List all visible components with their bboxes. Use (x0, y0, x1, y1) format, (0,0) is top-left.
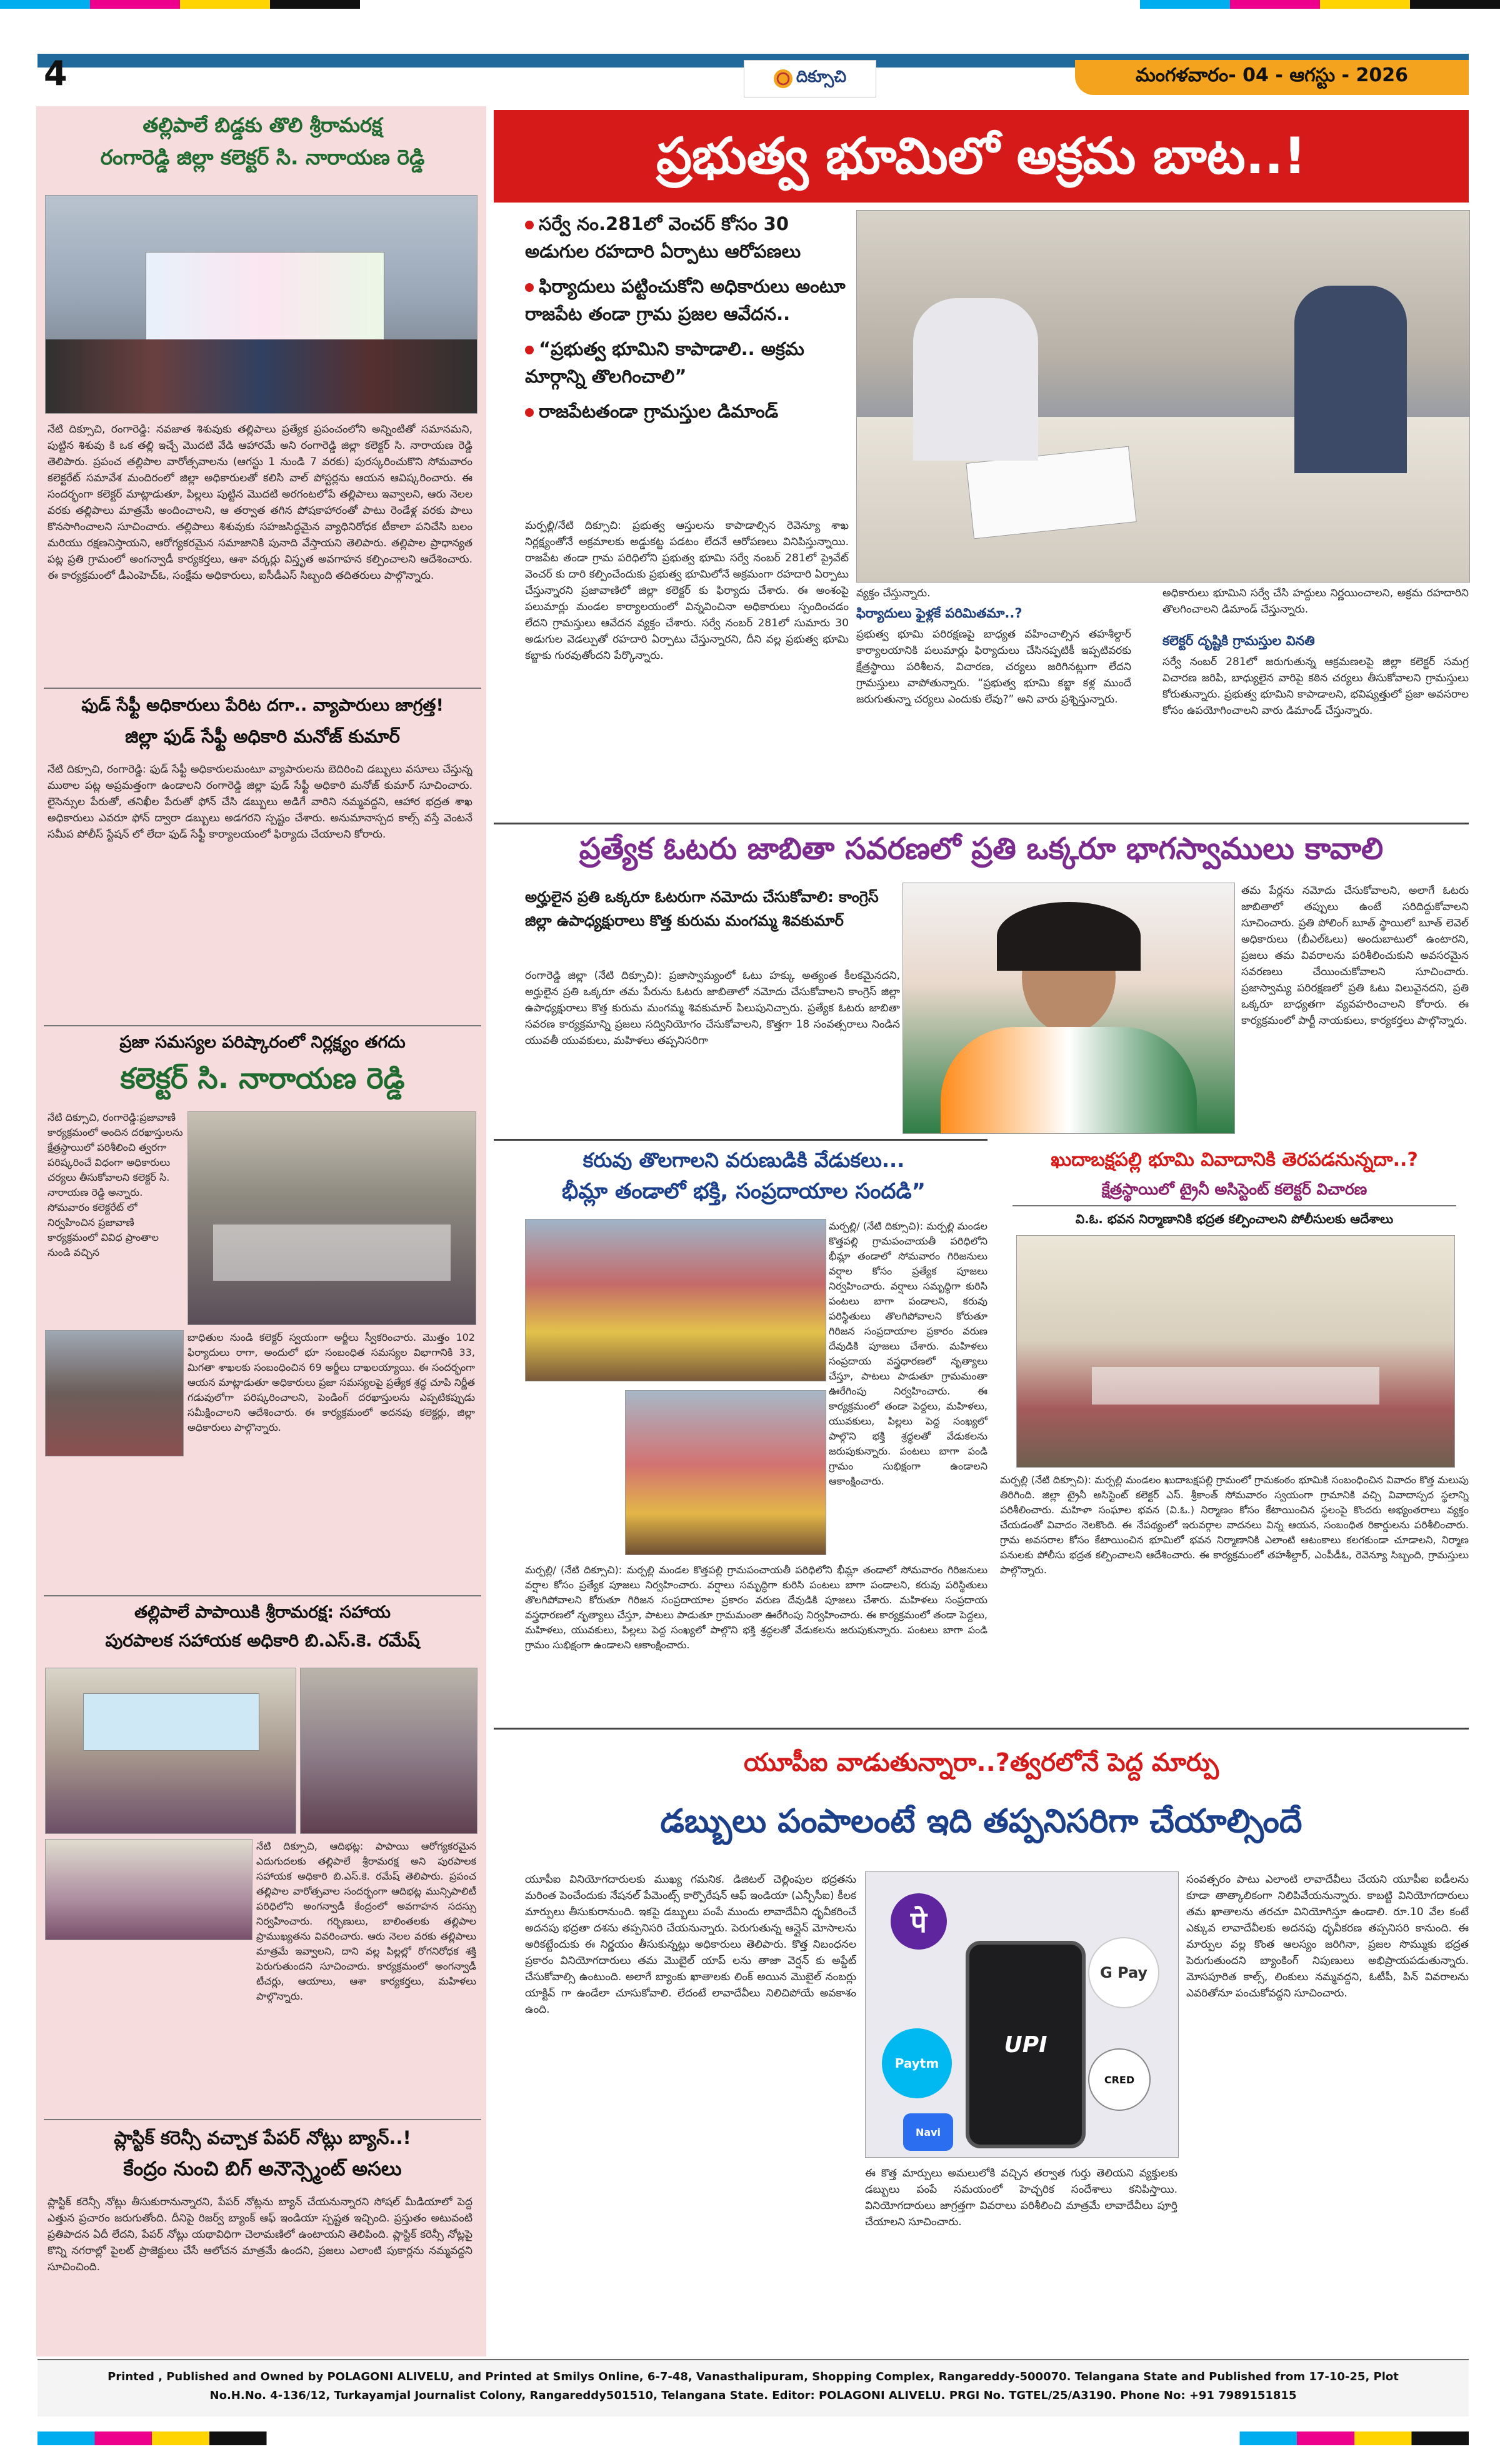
story1-headline: రంగారెడ్డి జిల్లా కలెక్టర్ సి. నారాయణ రెడ్డి (100, 145, 425, 169)
lead-bullet (525, 335, 850, 390)
lead-headline: ప్రభుత్వ భూమిలో అక్రమ బాట..! (656, 127, 1306, 185)
story3-body: బాధితుల నుండి కలెక్టర్ స్వయంగా అర్జీలు స్వీకరించారు. మొత్తం 102 ఫిర్యాదులు రాగా, అందులో భూ సంబంధిత సమస్యల విభాగానికి 33, మిగతా శాఖలకు సంబంధించిన 69 అర్జీలు దాఖలయ్యాయి. ఈ సందర్భంగా ఆయన మాట్లాడుతూ అధికారులు ప్రజా సమస్యలపై ప్రత్యేక శ్రద్ధ చూపి నిర్ణీత గడువులోగా పరిష్కరించాలని, పెండింగ్ దరఖాస్తులను ఎప్పటికప్పుడు సమీక్షించాలని ఆదేశించారు. ఈ కార్యక్రమంలో అదనపు కలెక్టర్లు, జిల్లా అధికారులు పాల్గొన్నారు. (188, 1331, 475, 1433)
collector-poster-photo (45, 195, 478, 414)
gpay-label: G Pay (1099, 1964, 1148, 1981)
voter-body-right: తమ పేర్లను నమోదు చేసుకోవాలని, అలాగే ఓటరు జాబితాలో తప్పులు ఉంటే సరిదిద్దుకోవాలని సూచించారు. ప్రతి పోలింగ్ బూత్ స్థాయిలో బూత్ లెవెల్ అధికారులు (బీఎల్ఓలు) అందుబాటులో ఉంటారని, ప్రజలు తమ వివరాలను పరిశీలించుకుని అవసరమైన సవరణలు చేయించుకోవాలని సూచించారు. ప్రజాస్వామ్య పరిరక్షణలో ప్రతి ఓటు విలువైనదని, ప్రతి ఒక్కరూ బాధ్యతగా వ్యవహరించాలని కోరారు. ఈ కార్యక్రమంలో పార్టీ నాయకులు, కార్యకర్తలు పాల్గొన్నారు. (1241, 884, 1469, 1027)
land-sub: క్షేత్రస్థాయిలో ట్రైనీ అసిస్టెంట్ కలెక్టర్ విచారణ (1101, 1180, 1368, 1198)
paytm-icon (882, 2028, 952, 2098)
lead-bullet-text: రాజపేటతండా గ్రామస్తుల డిమాండ్ (539, 401, 779, 422)
lead-sub1: ఫిర్యాదులు ఫైళ్లకే పరిమితమా..? (856, 606, 1022, 621)
divider (1012, 1205, 1456, 1206)
lead-body3: అధికారులు భూమిని సర్వే చేసి హద్దులు నిర్ణయించాలని, అక్రమ రహదారిని తొలగించాలని డిమాండ్ చేస్తున్నారు. (1162, 587, 1469, 616)
upi-body-left: యూపీఐ వినియోగదారులకు ముఖ్య గమనిక. డిజిటల్ చెల్లింపుల భద్రతను మరింత పెంచేందుకు నేషనల్ పేమెంట్స్ కార్పొరేషన్ ఆఫ్ ఇండియా (ఎన్పీసీఐ) కీలక మార్పులు తీసుకురానుంది. ఇకపై డబ్బులు పంపే ముందు లావాదేవీని ధృవీకరించే అదనపు భద్రతా దశను తప్పనిసరి చేయనున్నారు. పెరుగుతున్న ఆన్లైన్ మోసాలను అరికట్టేందుకు ఈ నిర్ణయం తీసుకున్నట్లు అధికారులు తెలిపారు. కొత్త నిబంధనల ప్రకారం వినియోగదారులు తమ మొబైల్ యాప్ లను తాజా వెర్షన్ కు అప్డేట్ చేసుకోవాల్సి ఉంటుంది. అలాగే బ్యాంకు ఖాతాలకు లింక్ అయిన మొబైల్ నంబర్లు యాక్టివ్ గా ఉండేలా చూసుకోవాలి. లేదంటే లావాదేవీలు నిలిచిపోయే అవకాశం ఉంది. (525, 1873, 856, 2016)
land-headline: ఖుదాబక్షపల్లి భూమి వివాదానికి తెరపడనున్నదా..? (1051, 1149, 1418, 1171)
section-rule (494, 1139, 988, 1141)
lead-bullet-text: ఫిర్యాదులు పట్టించుకోని అధికారులు అంటూ రాజపేట తండా గ్రామ ప్రజల ఆవేదన.. (525, 276, 846, 324)
lead-bullets (525, 210, 850, 433)
crowd-photo (45, 1330, 184, 1456)
festival-body: మర్పల్లి/ (నేటి దిక్సూచి): మర్పల్లి మండల కొత్తపల్లి గ్రామపంచాయతీ పరిధిలోని భీమ్లా తండాలో సోమవారం గిరిజనులు వర్షాల కోసం ప్రత్యేక పూజలు నిర్వహించారు. వర్షాలు సమృద్ధిగా కురిసి పంటలు బాగా పండాలని, కరువు పరిస్థితులు తొలగిపోవాలని కోరుతూ గిరిజన సంప్రదాయాల ప్రకారం వరుణ దేవుడికి పూజలు చేశారు. మహిళలు సంప్రదాయ వస్త్రధారణలో నృత్యాలు చేస్తూ, పాటలు పాడుతూ గ్రామమంతా ఊరేగింపు నిర్వహించారు. ఈ కార్యక్రమంలో తండా పెద్దలు, మహిళలు, యువకులు, పిల్లలు పెద్ద సంఖ్యలో పాల్గొని భక్తి శ్రద్ధలతో వేడుకలను జరుపుకున్నారు. పంటలు బాగా పండి గ్రామం సుభిక్షంగా ఉండాలని ఆకాంక్షించారు. (829, 1220, 988, 1487)
festival-body-cont: మర్పల్లి/ (నేటి దిక్సూచి): మర్పల్లి మండల కొత్తపల్లి గ్రామపంచాయతీ పరిధిలోని భీమ్లా తండాలో సోమవారం గిరిజనులు వర్షాల కోసం ప్రత్యేక పూజలు నిర్వహించారు. వర్షాలు సమృద్ధిగా కురిసి పంటలు బాగా పండాలని, కరువు పరిస్థితులు తొలగిపోవాలని కోరుతూ గిరిజన సంప్రదాయాల ప్రకారం వరుణ దేవుడికి పూజలు చేశారు. మహిళలు సంప్రదాయ వస్త్రధారణలో నృత్యాలు చేస్తూ, పాటలు పాడుతూ గ్రామమంతా ఊరేగింపు నిర్వహించారు. ఈ కార్యక్రమంలో తండా పెద్దలు, మహిళలు, యువకులు, పిల్లలు పెద్ద సంఖ్యలో పాల్గొని భక్తి శ్రద్ధలతో వేడుకలను జరుపుకున్నారు. పంటలు బాగా పండి గ్రామం సుభిక్షంగా ఉండాలని ఆకాంక్షించారు. (525, 1564, 988, 1651)
land-meeting-photo (1016, 1235, 1455, 1468)
story2-kicker: ఫుడ్ సేఫ్టీ అధికారులు పేరిట దగా.. వ్యాపారులు జాగ్రత్త! (81, 696, 444, 715)
bullet-dot-icon (525, 408, 534, 417)
festival-headline-2: భీమ్లా తండాలో భక్తి, సంప్రదాయాల సందడి” (562, 1179, 926, 1204)
lead-bullet-text: సర్వే నం.281లో వెంచర్ కోసం 30 అడుగుల రహదారి ఏర్పాటు ఆరోపణలు (525, 213, 801, 262)
logo-text: దిక్సూచి (796, 68, 847, 86)
story3-kicker: ప్రజా సమస్యల పరిష్కారంలో నిర్లక్ష్యం తగదు (119, 1033, 406, 1052)
upi-headline: డబ్బులు పంపాలంటే ఇది తప్పనిసరిగా చేయాల్సిందే (660, 1803, 1302, 1840)
land-sub2: వి.ఓ. భవన నిర్మాణానికి భద్రత కల్పించాలని పోలీసులకు ఆదేశాలు (1075, 1211, 1394, 1226)
bullet-dot-icon (525, 221, 534, 229)
gpay-icon (1088, 1937, 1159, 2008)
awareness-photo-2 (300, 1668, 478, 1834)
imprint-line-1: Printed , Published and Owned by POLAGONI ALIVELU, and Printed at Smilys Online, 6-7-48, Vanasthalipuram, Shopping Complex, Rangareddy-500070. Telangana State and Published from 17-10-25, Plot (108, 2370, 1399, 2383)
land-body: మర్పల్లి (నేటి దిక్సూచి): మర్పల్లి మండలం ఖుదాబక్షపల్లి గ్రామంలో గ్రామకంఠం భూమికి సంబంధించిన వివాదం కొత్త మలుపు తిరిగింది. జిల్లా ట్రైనీ అసిస్టెంట్ కలెక్టర్ ఎస్. శ్రీకాంత్ సోమవారం స్వయంగా గ్రామానికి వచ్చి వివాదాస్పద స్థలాన్ని పరిశీలించారు. మహిళా సంఘాల భవన (వి.ఓ.) నిర్మాణం కోసం కేటాయించిన స్థలంపై కొందరు అభ్యంతరాలు వ్యక్తం చేయడంతో వివాదం నెలకొంది. ఈ నేపథ్యంలో ఇరువర్గాల వాదనలు విన్న ఆయన, సంబంధిత రికార్డులను పరిశీలించారు. గ్రామ అవసరాల కోసం కేటాయించిన భూమిలో భవన నిర్మాణానికి ఎలాంటి ఆటంకాలు కలగకుండా చూడాలని, నిర్మాణ పనులకు పోలీసు భద్రత కల్పించాలని ఆదేశించారు. ఈ కార్యక్రమంలో తహశీల్దార్, ఎంపీడీఓ, రెవెన్యూ సిబ్బంది, గ్రామస్తులు పాల్గొన్నారు. (1000, 1474, 1469, 1576)
story3-headline: కలెక్టర్ సి. నారాయణ రెడ్డి (120, 1061, 405, 1095)
lead-bullet (525, 273, 850, 328)
voter-intro: అర్హులైన ప్రతి ఒక్కరూ ఓటరుగా నమోదు చేసుకోవాలి: కాంగ్రెస్ జిల్లా ఉపాధ్యక్షురాలు కొత్త కురుమ మంగమ్మ శివకుమార్ (525, 888, 879, 929)
divider (44, 1025, 481, 1026)
prajavani-photo (188, 1111, 476, 1325)
lead-body4: సర్వే నంబర్ 281లో జరుగుతున్న ఆక్రమణలపై జిల్లా కలెక్టర్ సమగ్ర విచారణ జరిపి, బాధ్యులైన వారిపై కఠిన చర్యలు తీసుకోవాలని గ్రామస్తులు కోరుతున్నారు. ప్రభుత్వ భూమిని కాపాడాలని, భవిష్యత్తులో ప్రజా అవసరాల కోసం ఉపయోగించాలని వారు డిమాండ్ చేస్తున్నారు. (1162, 656, 1469, 717)
awareness-photo-1 (45, 1668, 296, 1834)
story2-headline: జిల్లా ఫుడ్ సేఫ్టీ అధికారి మనోజ్ కుమార్ (125, 726, 400, 747)
story5-body: ప్లాస్టిక్ కరెన్సీ నోట్లు తీసుకురానున్నారని, పేపర్ నోట్లను బ్యాన్ చేయనున్నారని సోషల్ మీడియాలో పెద్ద ఎత్తున ప్రచారం జరుగుతోంది. దీనిపై రిజర్వ్ బ్యాంక్ ఆఫ్ ఇండియా స్పష్టత ఇచ్చింది. ప్రస్తుతం అటువంటి ప్రతిపాదన ఏదీ లేదని, పేపర్ నోట్లు యథావిధిగా చెలామణిలో ఉంటాయని తెలిపింది. ప్లాస్టిక్ కరెన్సీ నోట్లపై కొన్ని నగరాల్లో పైలట్ ప్రాజెక్టులు చేసే ఆలోచన మాత్రమే ఉందని, ప్రజలు ఎలాంటి పుకార్లను నమ్మవద్దని సూచించింది. (48, 2196, 472, 2273)
date-line: మంగళవారం- 04 - ఆగస్టు - 2026 (1136, 64, 1408, 86)
divider (44, 1595, 481, 1596)
upi-kicker: యూపీఐ వాడుతున్నారా..?త్వరలోనే పెద్ద మార్పు (744, 1748, 1219, 1777)
divider (44, 2119, 481, 2120)
color-registration-strip-bottom (38, 2431, 1469, 2445)
cred-label: CRED (1104, 2073, 1135, 2086)
masthead-logo (744, 60, 876, 98)
story5-kicker: ప్లాస్టిక్ కరెన్సీ వచ్చాక పేపర్ నోట్లు బ్యాన్..! (114, 2127, 411, 2148)
section-rule (494, 1728, 1469, 1730)
paytm-label: Paytm (894, 2056, 939, 2071)
lead-body1: మర్పల్లి/నేటి దిక్సూచి: ప్రభుత్వ ఆస్తులను కాపాడాల్సిన రెవెన్యూ శాఖ నిర్లక్ష్యంతోనే అక్రమాలకు అడ్డుకట్ట పడటం లేదనే ఆరోపణలు వినిపిస్తున్నాయి. రాజపేట తండా గ్రామ పరిధిలోని ప్రభుత్వ భూమి సర్వే నంబర్ 281లో ప్రైవేట్ వెంచర్ కు దారి కల్పించేందుకు ప్రభుత్వ భూమిలోనే అక్రమంగా రహదారి ఏర్పాటు చేస్తున్నారని ప్రజావాణిలో జిల్లా కలెక్టర్ కు ఫిర్యాదు చేశారు. ఈ అంశంపై పలుమార్లు మండల కార్యాలయంలో విన్నవించినా అధికారులు స్పందించడం లేదని గ్రామస్తులు ఆవేదన వ్యక్తం చేశారు. సర్వే నంబర్ 281లో సుమారు 30 అడుగుల వెడల్పుతో రహదారి ఏర్పాటు చేస్తున్నారని, దీని వల్ల ప్రభుత్వ భూమి కబ్జాకు గురవుతోందని పేర్కొన్నారు. (525, 519, 849, 662)
festival-headline-1: కరువు తొలగాలని వరుణుడికి వేడుకలు... (582, 1148, 905, 1172)
bullet-dot-icon (525, 346, 534, 354)
story3-side-body: నేటి దిక్సూచి, రంగారెడ్డి:ప్రజావాణి కార్యక్రమంలో అందిన దరఖాస్తులను క్షేత్రస్థాయిలో పరిశీలించి త్వరగా పరిష్కరించే విధంగా అధికారులు చర్యలు తీసుకోవాలని కలెక్టర్ సి. నారాయణ రెడ్డి అన్నారు. సోమవారం కలెక్టరేట్ లో నిర్వహించిన ప్రజావాణి కార్యక్రమంలో వివిధ ప్రాంతాల నుండి వచ్చిన (48, 1111, 183, 1258)
voter-headline: ప్రత్యేక ఓటరు జాబితా సవరణలో ప్రతి ఒక్కరూ భాగస్వాములు కావాలి (579, 831, 1384, 866)
divider (44, 688, 481, 689)
festival-photo-1 (525, 1219, 826, 1381)
page-number: 4 (44, 54, 68, 93)
festival-photo-2 (625, 1390, 826, 1555)
story5-headline: కేంద్రం నుంచి బిగ్ అనౌన్స్మెంట్ అసలు (123, 2158, 402, 2180)
lead-headline-box (494, 110, 1469, 203)
date-banner (1075, 60, 1469, 95)
story4-kicker: తల్లిపాలే పాపాయికి శ్రీరామరక్ష: సహాయ (134, 1603, 391, 1622)
lead-meeting-photo (856, 210, 1470, 583)
story1-kicker: తల్లిపాలే బిడ్డకు తొలి శ్రీరామరక్ష (142, 113, 382, 137)
lead-bullet (525, 398, 850, 425)
color-registration-strip-top (0, 0, 1500, 9)
upi-body-right: సంవత్సరం పాటు ఎలాంటి లావాదేవీలు చేయని యూపీఐ ఐడీలను కూడా తాత్కాలికంగా నిలిపివేయనున్నారు. కాబట్టి వినియోగదారులు తమ ఖాతాలను తరచూ వినియోగిస్తూ ఉండాలి. రూ.10 వేల కంటే ఎక్కువ లావాదేవీలకు అదనపు ధృవీకరణ తప్పనిసరి కానుంది. ఈ మార్పుల వల్ల కొంత ఆలస్యం జరిగినా, ప్రజల సొమ్ముకు భద్రత పెరుగుతుందని బ్యాంకింగ్ నిపుణులు అభిప్రాయపడుతున్నారు. మోసపూరిత కాల్స్, లింకులు నమ్మవద్దని, ఓటీపీ, పిన్ వివరాలను ఎవరితోనూ పంచుకోవద్దని సూచించారు. (1186, 1873, 1469, 2000)
story1-body: నేటి దిక్సూచి, రంగారెడ్డి: నవజాత శిశువుకు తల్లిపాలు ప్రత్యేక ప్రపంచంలోని అన్నింటితో సమానమని, పుట్టిన శిశువు కి ఒక తల్లి ఇచ్చే మొదటి వేడి ఆహారమే అని రంగారెడ్డి జిల్లా కలెక్టర్ సి. నారాయణ రెడ్డి తెలిపారు. ప్రపంచ తల్లిపాల వారోత్సవాలను (ఆగస్టు 1 నుండి 7 వరకు) పురస్కరించుకొని సోమవారం కలెక్టరేట్ సమావేశ మందిరంలో జిల్లా అధికారులతో కలిసి వాల్ పోస్టర్లను ఆయన ఆవిష్కరించారు. ఈ సందర్భంగా కలెక్టర్ మాట్లాడుతూ, పిల్లలు పుట్టిన మొదటి అరగంటలోపే తల్లిపాలు ఇవ్వాలని, ఆరు నెలల వరకు తల్లిపాలు మాత్రమే అందించాలని, ఆ తర్వాత తగిన పోషకాహారంతో పాటు రెండేళ్ల వరకు పాలు కొనసాగించాలని సూచించారు. తల్లిపాలు శిశువుకు సహజసిద్ధమైన వ్యాధినిరోధక టీకాలా పనిచేసి బలం మరియు రక్షణనిస్తాయని, ఆరోగ్యకరమైన సమాజానికి పునాది వేస్తాయని తెలిపారు. తల్లిపాల ప్రాధాన్యత పట్ల ప్రతి గ్రామంలో అంగన్వాడీ కార్యకర్తలు, ఆశా వర్కర్లు విస్తృత అవగాహన కల్పించాలని ఆదేశించారు. ఈ కార్యక్రమంలో డీఎంహెచ్ఓ, సంక్షేమ అధికారులు, ఐసీడీఎస్ సిబ్బంది తదితరులు పాల్గొన్నారు. (48, 423, 472, 582)
imprint-box (38, 2359, 1469, 2416)
lead-bullet (525, 210, 850, 265)
phonepe-icon: पे (891, 1893, 947, 1950)
bullet-dot-icon (525, 283, 534, 292)
navi-icon (903, 2113, 953, 2151)
story4-body: నేటి దిక్సూచి, ఆదిభట్ల: పాపాయి ఆరోగ్యకరమైన ఎదుగుదలకు తల్లిపాలే శ్రీరామరక్ష అని పురపాలక సహాయక అధికారి బి.ఎస్.కె. రమేష్ తెలిపారు. ప్రపంచ తల్లిపాల వారోత్సవాల సందర్భంగా ఆదిభట్ల మున్సిపాలిటీ పరిధిలోని అంగన్వాడీ కేంద్రంలో అవగాహన సదస్సు నిర్వహించారు. గర్భిణులు, బాలింతలకు తల్లిపాల ప్రాముఖ్యతను వివరించారు. ఆరు నెలల వరకు తల్లిపాలు మాత్రమే ఇవ్వాలని, దాని వల్ల పిల్లల్లో రోగనిరోధక శక్తి పెరుగుతుందని సూచించారు. కార్యక్రమంలో అంగన్వాడీ టీచర్లు, ఆయాలు, ఆశా కార్యకర్తలు, మహిళలు పాల్గొన్నారు. (256, 1840, 476, 2002)
mangamma-portrait-photo (902, 883, 1235, 1134)
section-rule (494, 823, 1469, 824)
imprint-line-2: No.H.No. 4-136/12, Turkayamjal Journalist Colony, Rangareddy501510, Telangana State. Editor: POLAGONI ALIVELU. PRGI No. TGTEL/25/A3190. Phone No: +91 7989151815 (209, 2389, 1297, 2402)
lead-sub2: కలెక్టర్ దృష్టికి గ్రామస్తుల వినతి (1162, 633, 1315, 648)
upi-body-mid: ఈ కొత్త మార్పులు అమలులోకి వచ్చిన తర్వాత గుర్తు తెలియని వ్యక్తులకు డబ్బులు పంపే సమయంలో హెచ్చరిక సందేశాలు కనిపిస్తాయి. వినియోగదారులు జాగ్రత్తగా వివరాలు పరిశీలించి మాత్రమే లావాదేవీలు పూర్తి చేయాలని సూచించారు. (865, 2167, 1178, 2228)
navi-label: Navi (915, 2126, 941, 2138)
lead-body2: ప్రభుత్వ భూమి పరిరక్షణపై బాధ్యత వహించాల్సిన తహశీల్దార్ కార్యాలయానికి పలుమార్లు ఫిర్యాదులు చేసినప్పటికీ ఇప్పటివరకు క్షేత్రస్థాయి పరిశీలన, విచారణ, చర్యలు జరిగినట్లుగా లేదని గ్రామస్తులు వాపోతున్నారు. “ప్రభుత్వ భూమి కబ్జా కళ్ల ముందే జరుగుతున్నా చర్యలు ఎందుకు లేవు?” అని వారు ప్రశ్నిస్తున్నారు. (856, 628, 1131, 706)
upi-phone-icon (966, 1941, 1086, 2148)
voter-body-left: రంగారెడ్డి జిల్లా (నేటి దిక్సూచి): ప్రజాస్వామ్యంలో ఓటు హక్కు అత్యంత కీలకమైనదని, అర్హులైన ప్రతి ఒక్కరూ తమ పేరును ఓటరు జాబితాలో నమోదు చేసుకోవాలని కాంగ్రెస్ జిల్లా ఉపాధ్యక్షురాలు కొత్త కురుమ మంగమ్మ శివకుమార్ పిలుపునిచ్చారు. ప్రత్యేక ఓటరు జాబితా సవరణ కార్యక్రమాన్ని ప్రజలు సద్వినియోగం చేసుకోవాలని, కొత్తగా 18 సంవత్సరాలు నిండిన యువతీ యువకులు, మహిళలు తప్పనిసరిగా (525, 969, 900, 1047)
lead-photo-caption: వ్యక్తం చేస్తున్నారు. (856, 587, 931, 599)
lead-bullet-text: “ప్రభుత్వ భూమిని కాపాడాలి.. అక్రమ మార్గాన్ని తొలగించాలి” (525, 338, 804, 387)
story4-headline: పురపాలక సహాయక అధికారి బి.ఎస్.కె. రమేష్ (105, 1630, 420, 1651)
upi-label: UPI (1004, 2031, 1048, 2058)
story2-body: నేటి దిక్సూచి, రంగారెడ్డి: ఫుడ్ సేఫ్టీ అధికారులమంటూ వ్యాపారులను బెదిరించి డబ్బులు వసూలు చేస్తున్న ముఠాల పట్ల అప్రమత్తంగా ఉండాలని రంగారెడ్డి జిల్లా ఫుడ్ సేఫ్టీ అధికారి మనోజ్ కుమార్ సూచించారు. లైసెన్సుల పేరుతో, తనిఖీల పేరుతో ఫోన్ చేసి డబ్బులు అడిగే వారిని నమ్మవద్దని, ఆహార భద్రత శాఖ అధికారులు ఎవరూ ఫోన్ ద్వారా డబ్బులు అడగరని స్పష్టం చేశారు. అనుమానాస్పద కాల్స్ వస్తే వెంటనే సమీప పోలీస్ స్టేషన్ లో లేదా ఫుడ్ సేఫ్టీ కార్యాలయంలో ఫిర్యాదు చేయాలని కోరారు. (48, 763, 472, 841)
awareness-photo-3 (45, 1839, 252, 1940)
cred-icon (1088, 2048, 1151, 2111)
upi-apps-illustration (865, 1871, 1179, 2158)
compass-icon (774, 69, 792, 88)
